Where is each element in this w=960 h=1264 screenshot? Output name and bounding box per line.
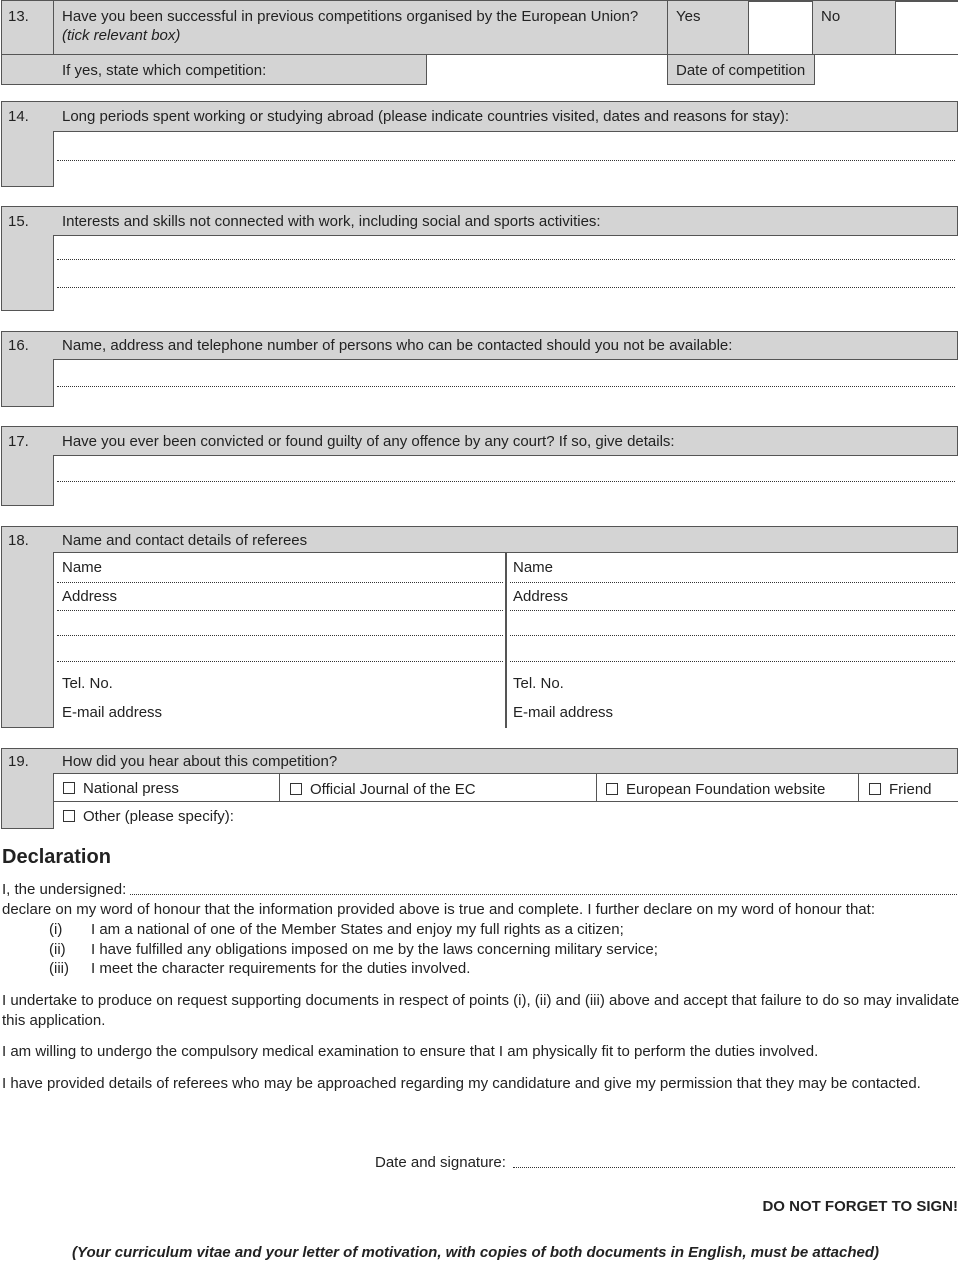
declaration-heading: Declaration (2, 846, 111, 868)
q19-option-label: National press (83, 780, 179, 797)
declaration-para1-line2: this application. (2, 1012, 106, 1029)
date-signature-line[interactable] (513, 1167, 955, 1168)
q18-ref1-name-line (57, 582, 503, 583)
q19-number: 19. (8, 753, 29, 770)
q18-ref1-address-line-3 (57, 661, 503, 662)
declaration-item-3-num: (iii) (49, 960, 69, 977)
q18-ref2-address-line-2 (510, 635, 955, 636)
q14-number: 14. (8, 108, 29, 125)
declaration-item-2-text: I have fulfilled any obligations imposed on me by the laws concerning military service; (91, 941, 658, 958)
q13-divider (1, 54, 958, 55)
q16-number: 16. (8, 337, 29, 354)
declaration-item-2-num: (ii) (49, 941, 66, 958)
q13-question: Have you been successful in previous competitions organised by the European Union? (62, 8, 639, 25)
q18-ref2-tel-label: Tel. No. (513, 675, 564, 692)
q16-answer-line (57, 386, 955, 387)
q18-ref1-address-line-1 (57, 610, 503, 611)
q13-yes-label: Yes (676, 8, 701, 25)
q18-ref1-address-label: Address (62, 588, 118, 605)
q16-answer-field[interactable] (53, 359, 958, 407)
q15-answer-field[interactable] (53, 235, 958, 311)
q18-ref1-address-line-2 (57, 635, 503, 636)
q19-col-divider-3 (858, 773, 859, 801)
q15-question: Interests and skills not connected with work, including social and sports activities: (62, 213, 601, 230)
q19-option-friend[interactable] (869, 781, 932, 798)
sign-reminder: DO NOT FORGET TO SIGN! (762, 1198, 958, 1215)
q14-question: Long periods spent working or studying abroad (please indicate countries visited, dates and reasons for stay): (62, 108, 790, 125)
q19-option-official-journal[interactable] (290, 781, 476, 798)
checkbox-icon[interactable] (290, 783, 302, 795)
q13-no-checkbox[interactable] (895, 1, 958, 54)
q17-number: 17. (8, 433, 29, 450)
q16-question: Name, address and telephone number of persons who can be contacted should you not be available: (62, 337, 733, 354)
attachment-footnote: (Your curriculum vitae and your letter of motivation, with copies of both documents in English, must be attached) (72, 1244, 880, 1261)
q19-row-divider (53, 801, 958, 802)
q13-competition-field[interactable] (426, 54, 668, 85)
q14-answer-line (57, 160, 955, 161)
q13-which-label: If yes, state which competition: (62, 62, 267, 79)
q18-referee-1-field[interactable] (53, 552, 506, 728)
q17-question: Have you ever been convicted or found guilty of any offence by any court? If so, give details: (62, 433, 675, 450)
q18-ref1-tel-label: Tel. No. (62, 675, 113, 692)
q18-ref1-name-label: Name (62, 559, 103, 576)
q19-option-other[interactable] (63, 808, 234, 825)
q13-vdivider-2 (667, 0, 668, 85)
q13-number: 13. (8, 8, 29, 25)
q18-ref1-email-label: E-mail address (62, 704, 163, 721)
q13-vdivider (53, 0, 54, 54)
date-signature-label: Date and signature: (375, 1154, 506, 1171)
q19-option-foundation-website[interactable] (606, 781, 825, 798)
q18-ref2-name-line (510, 582, 955, 583)
q18-number: 18. (8, 532, 29, 549)
checkbox-icon[interactable] (869, 783, 881, 795)
q13-note: (tick relevant box) (62, 27, 181, 44)
checkbox-icon[interactable] (63, 782, 75, 794)
declaration-item-1-num: (i) (49, 921, 63, 938)
q19-option-label: Other (please specify): (83, 808, 234, 825)
q18-question: Name and contact details of referees (62, 532, 308, 549)
q18-ref2-address-line-1 (510, 610, 955, 611)
q19-col-divider-2 (596, 773, 597, 801)
checkbox-icon[interactable] (63, 810, 75, 822)
declaration-para2: I am willing to undergo the compulsory medical examination to ensure that I am physically fit to perform the duties involved. (2, 1043, 819, 1060)
q19-question: How did you hear about this competition? (62, 753, 338, 770)
declaration-item-1-text: I am a national of one of the Member States and enjoy my full rights as a citizen; (91, 921, 624, 938)
q19-option-label: Friend (889, 781, 932, 798)
q18-ref2-email-label: E-mail address (513, 704, 614, 721)
q15-answer-line-2 (57, 287, 955, 288)
q18-referee-2-field[interactable] (506, 552, 958, 728)
declaration-item-3-text: I meet the character requirements for the duties involved. (91, 960, 471, 977)
declaration-intro: declare on my word of honour that the information provided above is true and complete. I further declare on my word of honour that: (2, 901, 875, 918)
q13-date-label: Date of competition (676, 62, 806, 79)
q13-yes-checkbox[interactable] (748, 1, 813, 54)
q15-answer-line-1 (57, 259, 955, 260)
q13-date-field[interactable] (814, 54, 958, 85)
declaration-undersigned-label: I, the undersigned: (2, 881, 127, 898)
q17-answer-line (57, 481, 955, 482)
q15-number: 15. (8, 213, 29, 230)
q18-ref2-address-line-3 (510, 661, 955, 662)
q19-col-divider-1 (279, 773, 280, 801)
q19-option-national-press[interactable] (63, 780, 179, 797)
q13-no-label: No (821, 8, 841, 25)
q14-answer-field[interactable] (53, 131, 958, 187)
declaration-para1-line1: I undertake to produce on request supporting documents in respect of points (i), (ii) and (iii) above and accept that failure to do so may invalidate (2, 992, 960, 1009)
q18-ref2-name-label: Name (513, 559, 554, 576)
q19-option-label: Official Journal of the EC (310, 781, 476, 798)
checkbox-icon[interactable] (606, 783, 618, 795)
declaration-undersigned-line[interactable] (130, 894, 957, 895)
declaration-para3: I have provided details of referees who may be approached regarding my candidature and give my permission that they may be contacted. (2, 1075, 921, 1092)
q19-option-label: European Foundation website (626, 781, 826, 798)
q18-ref2-address-label: Address (513, 588, 569, 605)
